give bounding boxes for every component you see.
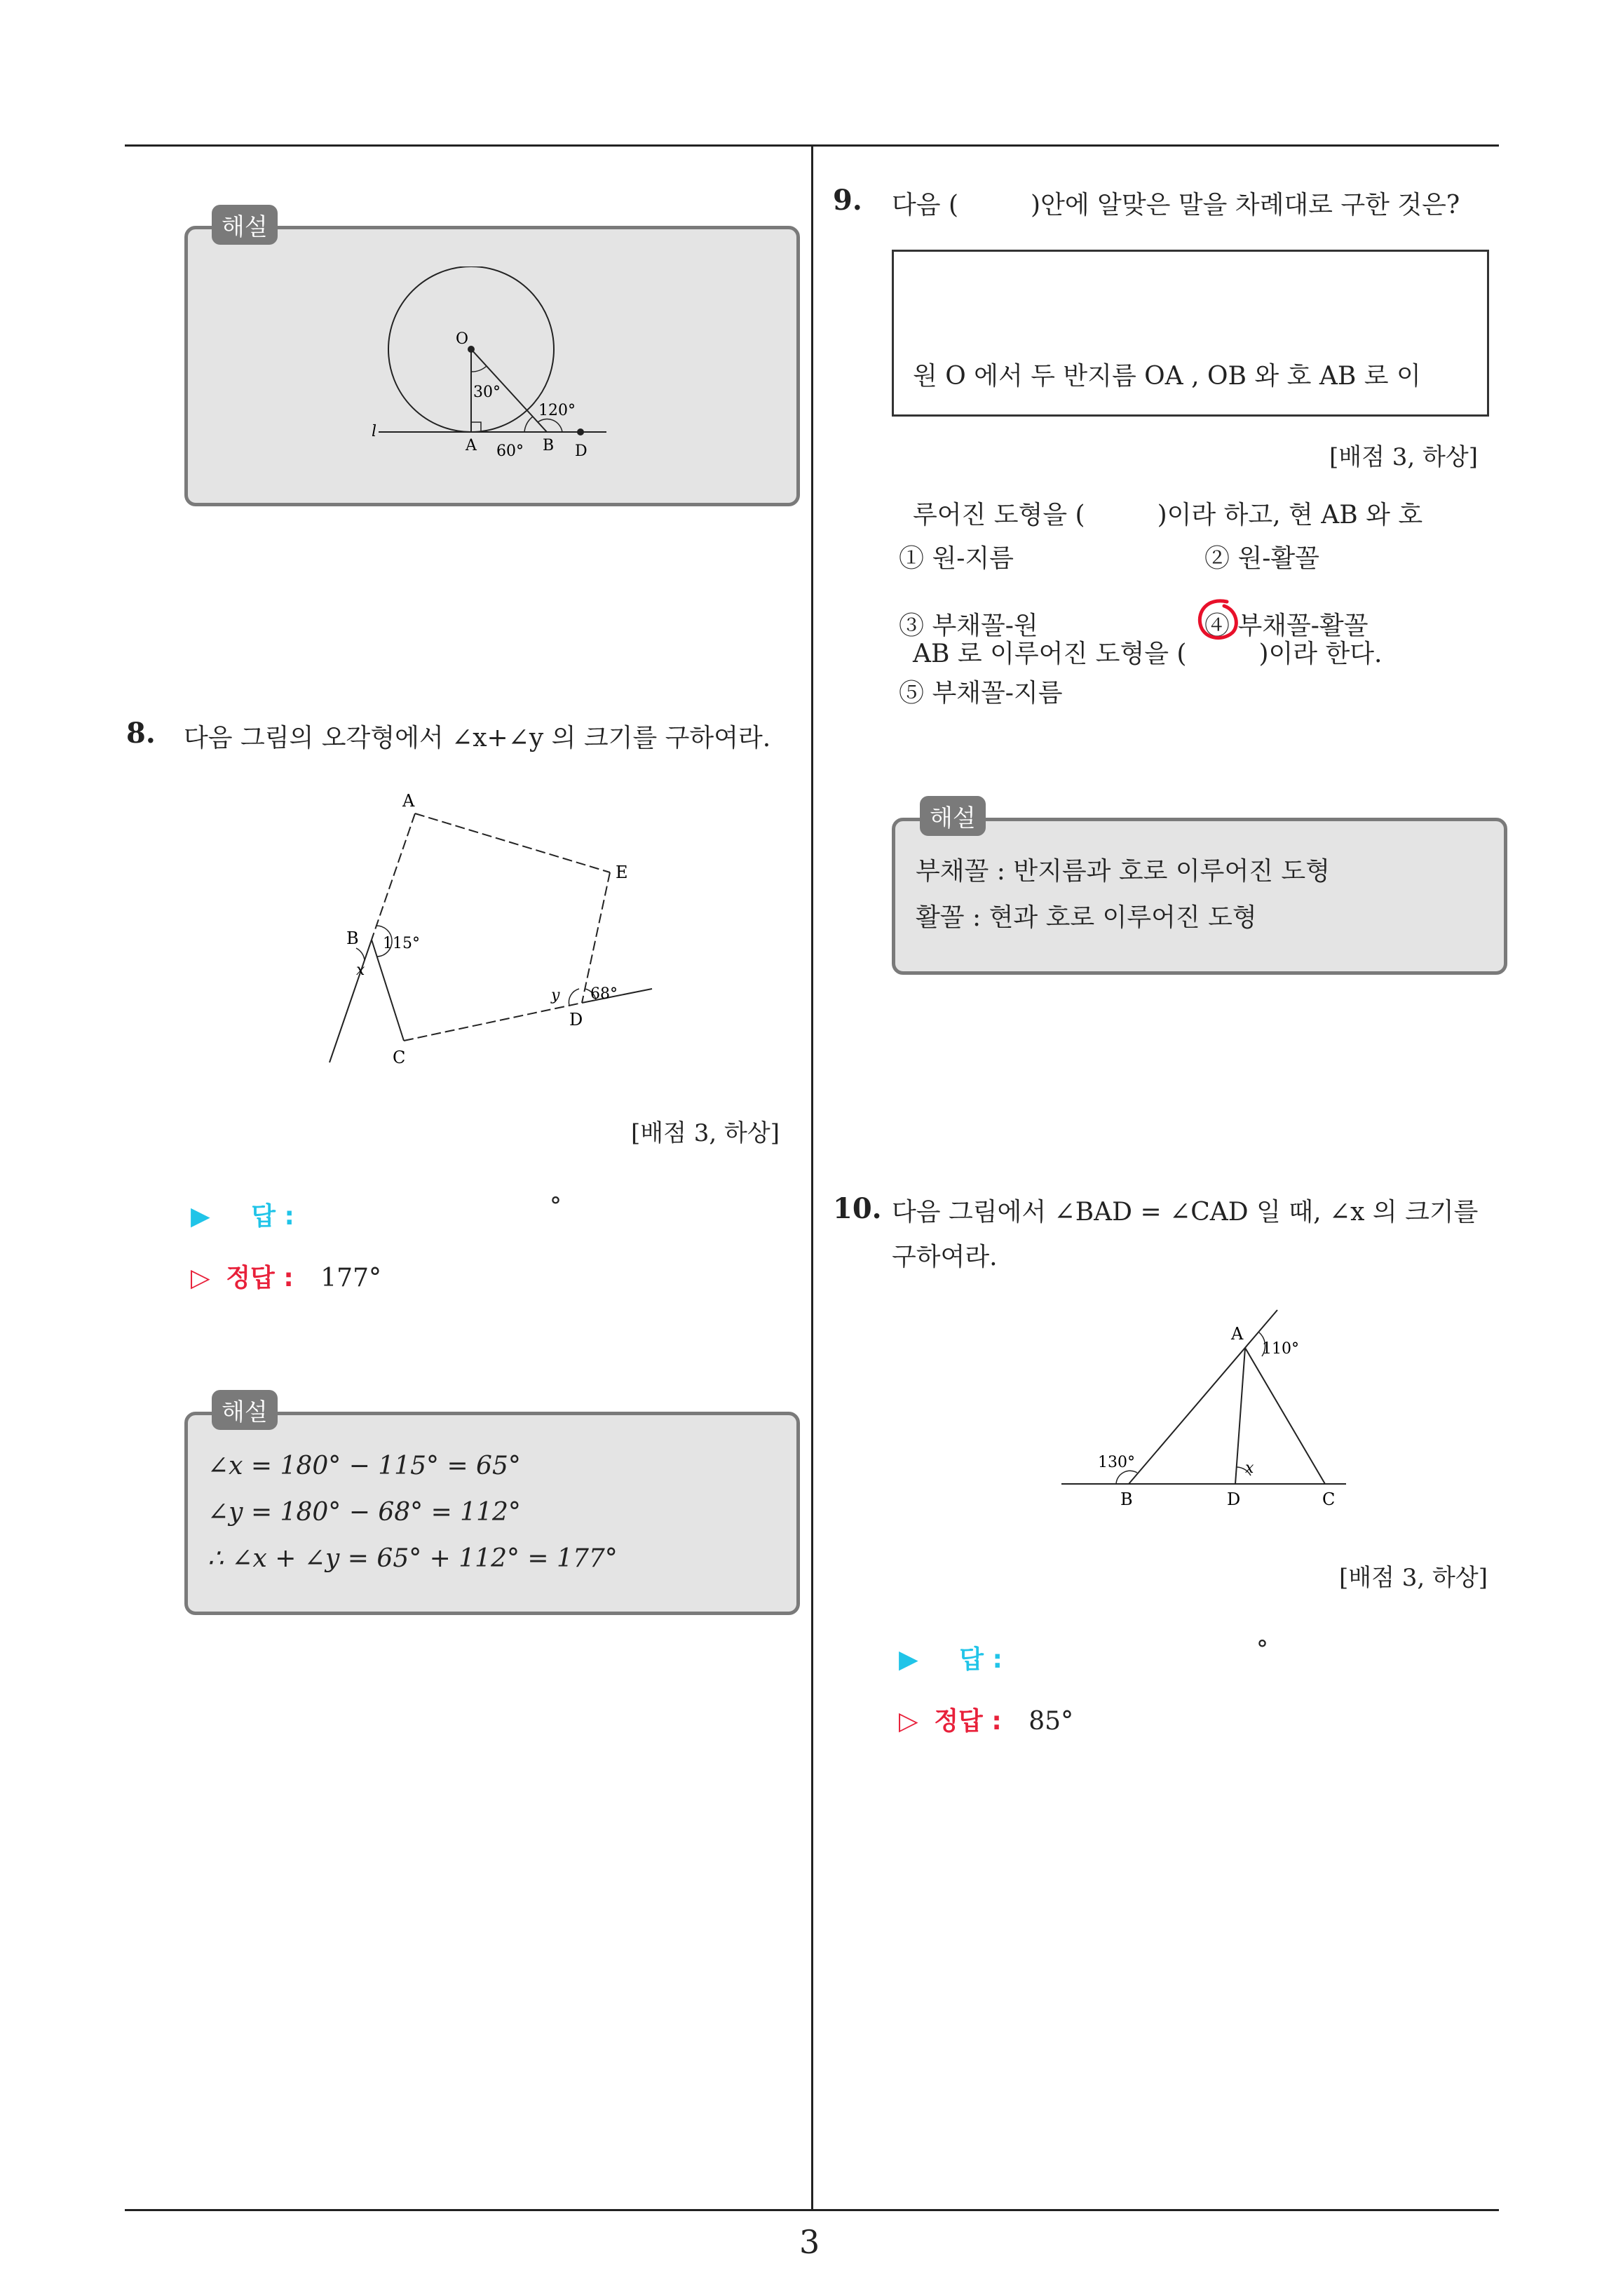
q8-correct-value: 177° <box>320 1264 381 1292</box>
q10-correct-row <box>899 1701 1073 1737</box>
q8-pentagon-figure <box>315 785 673 1080</box>
label-130: 130° <box>1098 1454 1135 1471</box>
q9-statement-line-3: AB 로 이루어진 도형을 ( )이라 한다. <box>913 640 1383 668</box>
q8-explanation-line-1: ∠x = 180° − 115° = 65° <box>208 1452 521 1480</box>
q9-explanation-line-2: 활꼴 : 현과 호로 이루어진 도형 <box>916 903 1257 932</box>
arc-60 <box>524 417 533 432</box>
q8-answer-input[interactable] <box>294 1192 547 1227</box>
q9-statement-text <box>913 261 1422 724</box>
extension-b <box>330 940 372 1062</box>
q8-question: 다음 그림의 오각형에서 ∠x+∠y 의 크기를 구하여라. <box>184 724 771 752</box>
q10-points: [배점 3, 하상] <box>1339 1564 1488 1592</box>
label-x: x <box>356 961 365 979</box>
correct-arrow-icon: ▷ <box>899 1707 918 1736</box>
q8-correct-label: 정답 : <box>226 1264 294 1292</box>
q9-option-1[interactable]: ① 원-지름 <box>899 544 1014 573</box>
arc-x <box>356 948 365 961</box>
label-120: 120° <box>538 402 576 419</box>
q8-explanation-line-3: ∴ ∠x + ∠y = 65° + 112° = 177° <box>208 1544 618 1573</box>
label-115: 115° <box>383 935 420 952</box>
q9-explanation-tag: 해설 <box>920 796 986 836</box>
answer-arrow-icon: ▶ <box>191 1202 210 1231</box>
q8-number: 8. <box>126 717 156 750</box>
q10-correct-value: 85° <box>1028 1707 1074 1736</box>
label-a: A <box>1231 1324 1244 1344</box>
q10-question-line-2: 구하여라. <box>892 1243 998 1271</box>
label-y: y <box>551 987 560 1004</box>
label-c: C <box>1322 1490 1336 1509</box>
q10-answer-label: 답 : <box>959 1645 1003 1674</box>
side-bc <box>372 940 404 1041</box>
point-o <box>468 346 475 353</box>
label-110: 110° <box>1262 1340 1299 1358</box>
q8-answer-label: 답 : <box>251 1202 294 1231</box>
label-d: D <box>1227 1490 1241 1509</box>
selected-answer-circle-icon <box>1193 596 1242 645</box>
q9-option-3[interactable]: ③ 부채꼴-원 <box>899 612 1038 640</box>
q10-correct-label: 정답 : <box>934 1707 1002 1736</box>
q9-explanation-text <box>916 849 1330 941</box>
q10-answer-row <box>899 1640 1003 1675</box>
correct-arrow-icon: ▷ <box>191 1264 210 1292</box>
label-e: E <box>616 863 628 882</box>
column-divider <box>811 144 813 2210</box>
side-ac <box>1245 1348 1325 1484</box>
label-a: A <box>466 437 477 454</box>
label-b: B <box>543 437 555 454</box>
q8-points: [배점 3, 하상] <box>631 1119 780 1147</box>
label-a: A <box>402 791 415 811</box>
page-number: 3 <box>799 2223 820 2261</box>
q7-circle-figure <box>365 266 617 470</box>
q10-triangle-figure <box>1059 1304 1353 1515</box>
q9-option-5[interactable]: ⑤ 부채꼴-지름 <box>899 679 1063 708</box>
label-b: B <box>1120 1490 1133 1509</box>
label-68: 68° <box>590 985 618 1003</box>
point-d <box>577 428 584 435</box>
q9-explanation-line-1: 부채꼴 : 반지름과 호로 이루어진 도형 <box>916 857 1330 886</box>
bottom-rule <box>125 2209 1499 2211</box>
answer-arrow-icon: ▶ <box>899 1645 918 1674</box>
label-d: D <box>569 1010 583 1029</box>
q9-number: 9. <box>833 184 862 217</box>
q10-answer-unit: ° <box>1256 1635 1268 1663</box>
side-ae <box>415 813 610 872</box>
side-ab-extended <box>1129 1310 1277 1484</box>
q8-explanation-text <box>208 1443 618 1582</box>
q9-statement-line-1: 원 O 에서 두 반지름 OA , OB 와 호 AB 로 이 <box>913 362 1421 391</box>
right-angle-mark <box>471 422 481 432</box>
q8-explanation-line-2: ∠y = 180° − 68° = 112° <box>208 1498 521 1527</box>
label-o: O <box>456 330 469 348</box>
label-c: C <box>393 1048 406 1067</box>
side-ed <box>582 872 610 1003</box>
label-d: D <box>575 443 588 460</box>
label-60: 60° <box>496 443 524 460</box>
side-ab <box>372 813 415 940</box>
q10-answer-input[interactable] <box>1003 1635 1255 1670</box>
q8-answer-row <box>191 1196 294 1232</box>
q9-points: [배점 3, 하상] <box>1329 443 1478 471</box>
q8-correct-row <box>191 1258 381 1294</box>
label-l: l <box>372 423 377 440</box>
label-b: B <box>346 928 359 948</box>
q9-option-4[interactable]: ④ 부채꼴-활꼴 <box>1204 612 1369 640</box>
q10-question-line-1: 다음 그림에서 ∠BAD = ∠CAD 일 때, ∠x 의 크기를 <box>892 1198 1479 1227</box>
arc-30 <box>471 366 487 372</box>
q9-question: 다음 ( )안에 알맞은 말을 차례대로 구한 것은? <box>892 191 1460 220</box>
label-x: x <box>1245 1459 1254 1477</box>
q8-explanation-tag: 해설 <box>212 1390 278 1430</box>
side-cd <box>404 1003 582 1041</box>
label-30: 30° <box>473 384 501 401</box>
q8-answer-unit: ° <box>550 1192 562 1220</box>
segment-ad <box>1235 1348 1245 1484</box>
q9-statement-line-2: 루어진 도형을 ( )이라 하고, 현 AB 와 호 <box>913 501 1423 529</box>
q9-option-2[interactable]: ② 원-활꼴 <box>1204 544 1319 573</box>
q10-number: 10. <box>833 1192 882 1225</box>
q7-explanation-tag: 해설 <box>212 205 278 245</box>
